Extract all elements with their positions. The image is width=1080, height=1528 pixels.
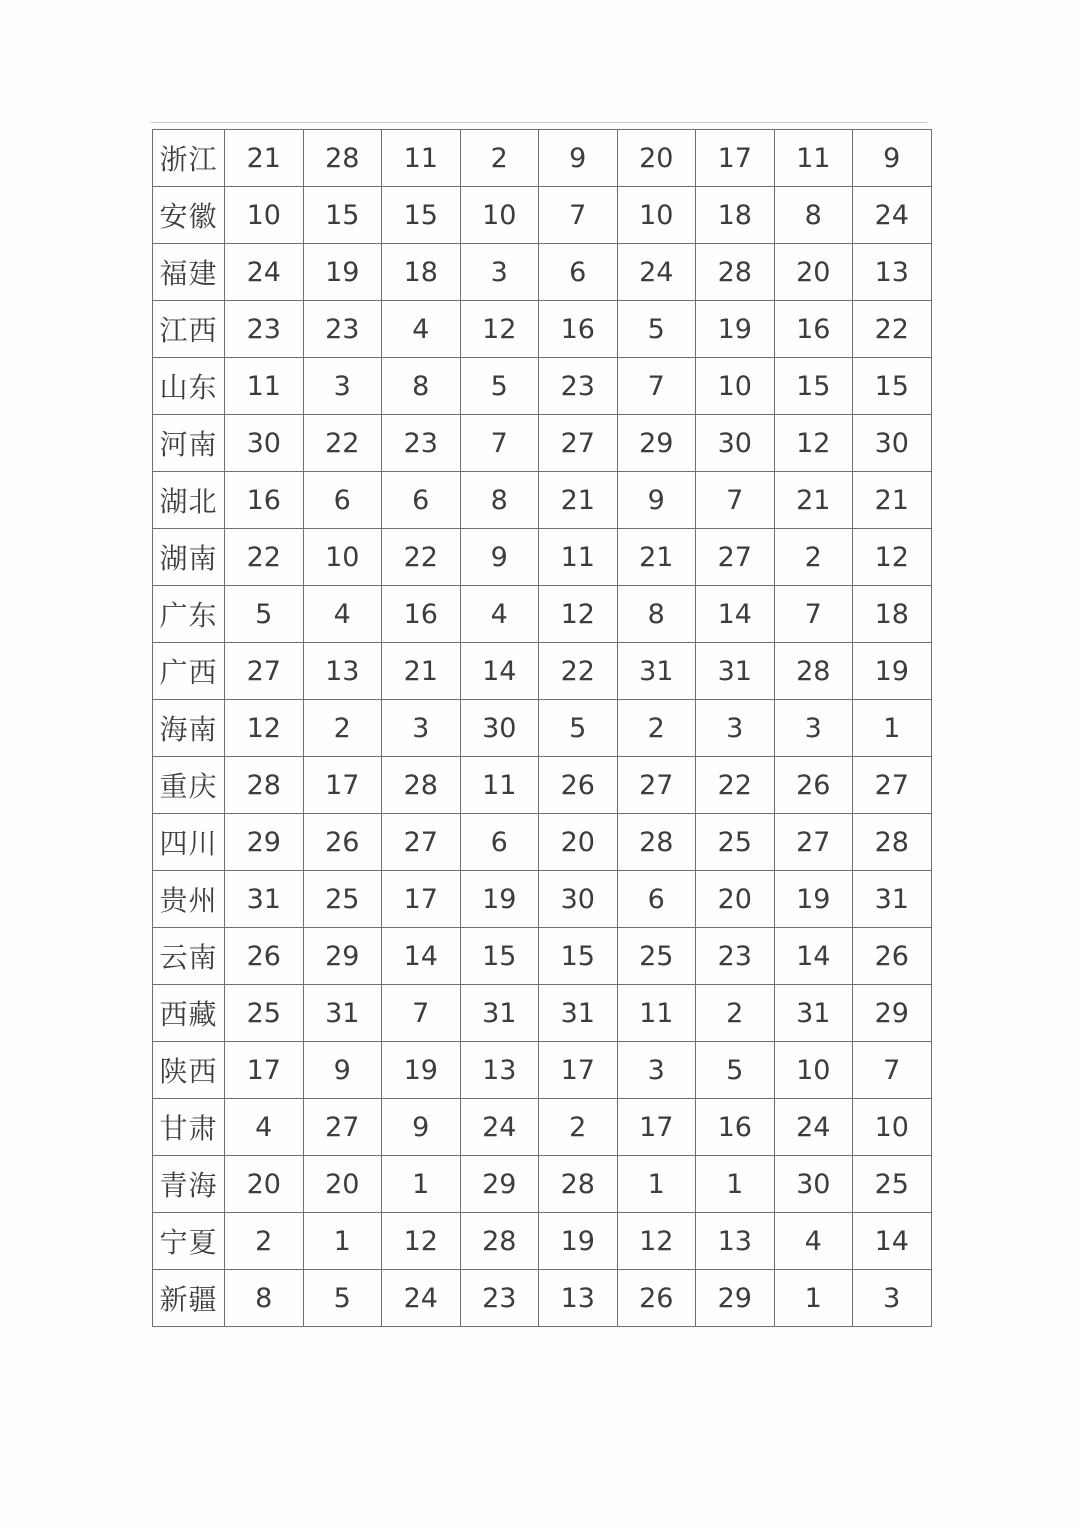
value-cell: 27 [774,814,853,871]
value-cell: 28 [225,757,304,814]
value-cell: 20 [774,244,853,301]
value-cell: 27 [696,529,775,586]
value-cell: 31 [303,985,382,1042]
value-cell: 8 [382,358,461,415]
value-cell: 19 [382,1042,461,1099]
value-cell: 31 [774,985,853,1042]
value-cell: 7 [382,985,461,1042]
value-cell: 17 [617,1099,696,1156]
value-cell: 28 [617,814,696,871]
value-cell: 22 [853,301,932,358]
province-cell: 四川 [153,814,225,871]
value-cell: 9 [460,529,539,586]
value-cell: 7 [617,358,696,415]
rank-table-body [153,130,932,1327]
value-cell: 10 [225,187,304,244]
value-cell: 5 [539,700,618,757]
value-cell: 27 [303,1099,382,1156]
province-cell: 宁夏 [153,1213,225,1270]
value-cell: 19 [460,871,539,928]
value-cell: 30 [460,700,539,757]
table-row [153,814,932,871]
value-cell: 14 [696,586,775,643]
value-cell: 3 [303,358,382,415]
value-cell: 21 [853,472,932,529]
value-cell: 4 [225,1099,304,1156]
value-cell: 12 [774,415,853,472]
value-cell: 11 [382,130,461,187]
value-cell: 2 [696,985,775,1042]
table-row [153,1042,932,1099]
value-cell: 9 [539,130,618,187]
value-cell: 26 [774,757,853,814]
value-cell: 14 [382,928,461,985]
value-cell: 16 [539,301,618,358]
value-cell: 13 [853,244,932,301]
value-cell: 11 [225,358,304,415]
value-cell: 30 [853,415,932,472]
value-cell: 8 [774,187,853,244]
value-cell: 23 [539,358,618,415]
value-cell: 1 [696,1156,775,1213]
table-row [153,985,932,1042]
value-cell: 21 [382,643,461,700]
province-cell: 湖南 [153,529,225,586]
value-cell: 31 [696,643,775,700]
value-cell: 18 [696,187,775,244]
province-cell: 湖北 [153,472,225,529]
value-cell: 14 [460,643,539,700]
value-cell: 2 [303,700,382,757]
value-cell: 31 [617,643,696,700]
value-cell: 11 [617,985,696,1042]
value-cell: 21 [539,472,618,529]
value-cell: 22 [539,643,618,700]
table-row [153,643,932,700]
table-row [153,415,932,472]
value-cell: 24 [382,1270,461,1327]
province-cell: 安徽 [153,187,225,244]
value-cell: 28 [382,757,461,814]
value-cell: 8 [617,586,696,643]
value-cell: 2 [774,529,853,586]
value-cell: 12 [853,529,932,586]
value-cell: 6 [382,472,461,529]
value-cell: 19 [696,301,775,358]
value-cell: 16 [225,472,304,529]
value-cell: 23 [225,301,304,358]
value-cell: 1 [382,1156,461,1213]
value-cell: 19 [539,1213,618,1270]
value-cell: 18 [853,586,932,643]
value-cell: 25 [225,985,304,1042]
value-cell: 23 [382,415,461,472]
value-cell: 21 [225,130,304,187]
value-cell: 12 [539,586,618,643]
value-cell: 26 [539,757,618,814]
value-cell: 16 [696,1099,775,1156]
value-cell: 5 [460,358,539,415]
value-cell: 16 [382,586,461,643]
value-cell: 9 [303,1042,382,1099]
value-cell: 28 [853,814,932,871]
value-cell: 13 [460,1042,539,1099]
table-row [153,187,932,244]
value-cell: 9 [853,130,932,187]
value-cell: 1 [303,1213,382,1270]
value-cell: 7 [774,586,853,643]
value-cell: 19 [853,643,932,700]
value-cell: 4 [303,586,382,643]
province-cell: 西藏 [153,985,225,1042]
province-cell: 广西 [153,643,225,700]
value-cell: 6 [460,814,539,871]
value-cell: 29 [617,415,696,472]
value-cell: 22 [303,415,382,472]
value-cell: 15 [539,928,618,985]
value-cell: 3 [382,700,461,757]
value-cell: 8 [460,472,539,529]
province-cell: 甘肃 [153,1099,225,1156]
province-cell: 广东 [153,586,225,643]
value-cell: 7 [460,415,539,472]
value-cell: 25 [853,1156,932,1213]
value-cell: 29 [303,928,382,985]
value-cell: 15 [853,358,932,415]
value-cell: 25 [617,928,696,985]
value-cell: 19 [303,244,382,301]
value-cell: 15 [382,187,461,244]
value-cell: 5 [225,586,304,643]
value-cell: 12 [225,700,304,757]
value-cell: 2 [460,130,539,187]
value-cell: 26 [853,928,932,985]
province-cell: 浙江 [153,130,225,187]
value-cell: 29 [696,1270,775,1327]
value-cell: 31 [460,985,539,1042]
value-cell: 16 [774,301,853,358]
value-cell: 24 [617,244,696,301]
value-cell: 20 [303,1156,382,1213]
value-cell: 10 [853,1099,932,1156]
value-cell: 13 [303,643,382,700]
value-cell: 28 [539,1156,618,1213]
province-cell: 海南 [153,700,225,757]
value-cell: 29 [853,985,932,1042]
value-cell: 28 [774,643,853,700]
value-cell: 3 [853,1270,932,1327]
table-row [153,472,932,529]
value-cell: 14 [853,1213,932,1270]
value-cell: 10 [774,1042,853,1099]
value-cell: 20 [696,871,775,928]
value-cell: 22 [225,529,304,586]
value-cell: 11 [539,529,618,586]
value-cell: 20 [617,130,696,187]
value-cell: 31 [539,985,618,1042]
table-row [153,1213,932,1270]
value-cell: 29 [225,814,304,871]
value-cell: 17 [225,1042,304,1099]
province-cell: 福建 [153,244,225,301]
value-cell: 3 [460,244,539,301]
value-cell: 27 [382,814,461,871]
value-cell: 6 [303,472,382,529]
value-cell: 15 [303,187,382,244]
value-cell: 22 [696,757,775,814]
value-cell: 15 [460,928,539,985]
province-rank-table-wrap [152,129,932,1327]
value-cell: 23 [460,1270,539,1327]
value-cell: 27 [539,415,618,472]
value-cell: 7 [696,472,775,529]
province-cell: 云南 [153,928,225,985]
value-cell: 21 [617,529,696,586]
value-cell: 27 [853,757,932,814]
province-cell: 山东 [153,358,225,415]
value-cell: 26 [303,814,382,871]
value-cell: 30 [774,1156,853,1213]
province-cell: 江西 [153,301,225,358]
value-cell: 5 [696,1042,775,1099]
value-cell: 25 [696,814,775,871]
value-cell: 6 [539,244,618,301]
value-cell: 7 [853,1042,932,1099]
value-cell: 29 [460,1156,539,1213]
value-cell: 2 [617,700,696,757]
value-cell: 11 [774,130,853,187]
value-cell: 17 [539,1042,618,1099]
value-cell: 10 [696,358,775,415]
province-cell: 青海 [153,1156,225,1213]
province-rank-table [152,129,932,1327]
value-cell: 23 [696,928,775,985]
value-cell: 13 [696,1213,775,1270]
province-cell: 新疆 [153,1270,225,1327]
value-cell: 24 [225,244,304,301]
value-cell: 18 [382,244,461,301]
value-cell: 20 [539,814,618,871]
table-row [153,928,932,985]
table-row [153,301,932,358]
value-cell: 3 [774,700,853,757]
table-row [153,130,932,187]
value-cell: 2 [225,1213,304,1270]
table-row [153,871,932,928]
value-cell: 31 [853,871,932,928]
value-cell: 17 [303,757,382,814]
value-cell: 30 [225,415,304,472]
value-cell: 27 [225,643,304,700]
value-cell: 2 [539,1099,618,1156]
value-cell: 19 [774,871,853,928]
value-cell: 11 [460,757,539,814]
value-cell: 4 [382,301,461,358]
value-cell: 14 [774,928,853,985]
value-cell: 3 [617,1042,696,1099]
table-row [153,1270,932,1327]
value-cell: 24 [774,1099,853,1156]
table-row [153,358,932,415]
table-row [153,244,932,301]
value-cell: 23 [303,301,382,358]
value-cell: 28 [303,130,382,187]
value-cell: 27 [617,757,696,814]
value-cell: 10 [617,187,696,244]
value-cell: 20 [225,1156,304,1213]
value-cell: 1 [853,700,932,757]
province-cell: 河南 [153,415,225,472]
value-cell: 26 [617,1270,696,1327]
value-cell: 13 [539,1270,618,1327]
value-cell: 28 [696,244,775,301]
value-cell: 9 [617,472,696,529]
value-cell: 22 [382,529,461,586]
value-cell: 30 [539,871,618,928]
table-row [153,529,932,586]
value-cell: 3 [696,700,775,757]
value-cell: 6 [617,871,696,928]
value-cell: 5 [617,301,696,358]
value-cell: 8 [225,1270,304,1327]
value-cell: 9 [382,1099,461,1156]
value-cell: 26 [225,928,304,985]
province-cell: 陕西 [153,1042,225,1099]
value-cell: 31 [225,871,304,928]
value-cell: 12 [460,301,539,358]
table-row [153,757,932,814]
table-row [153,1099,932,1156]
value-cell: 12 [617,1213,696,1270]
province-cell: 重庆 [153,757,225,814]
value-cell: 17 [696,130,775,187]
value-cell: 30 [696,415,775,472]
value-cell: 4 [774,1213,853,1270]
value-cell: 1 [617,1156,696,1213]
value-cell: 24 [853,187,932,244]
value-cell: 17 [382,871,461,928]
value-cell: 1 [774,1270,853,1327]
value-cell: 24 [460,1099,539,1156]
clipped-row-edge [151,122,927,123]
value-cell: 21 [774,472,853,529]
value-cell: 28 [460,1213,539,1270]
value-cell: 15 [774,358,853,415]
value-cell: 10 [460,187,539,244]
value-cell: 5 [303,1270,382,1327]
value-cell: 12 [382,1213,461,1270]
table-row [153,700,932,757]
value-cell: 4 [460,586,539,643]
province-cell: 贵州 [153,871,225,928]
table-row [153,1156,932,1213]
value-cell: 10 [303,529,382,586]
value-cell: 25 [303,871,382,928]
value-cell: 7 [539,187,618,244]
table-row [153,586,932,643]
